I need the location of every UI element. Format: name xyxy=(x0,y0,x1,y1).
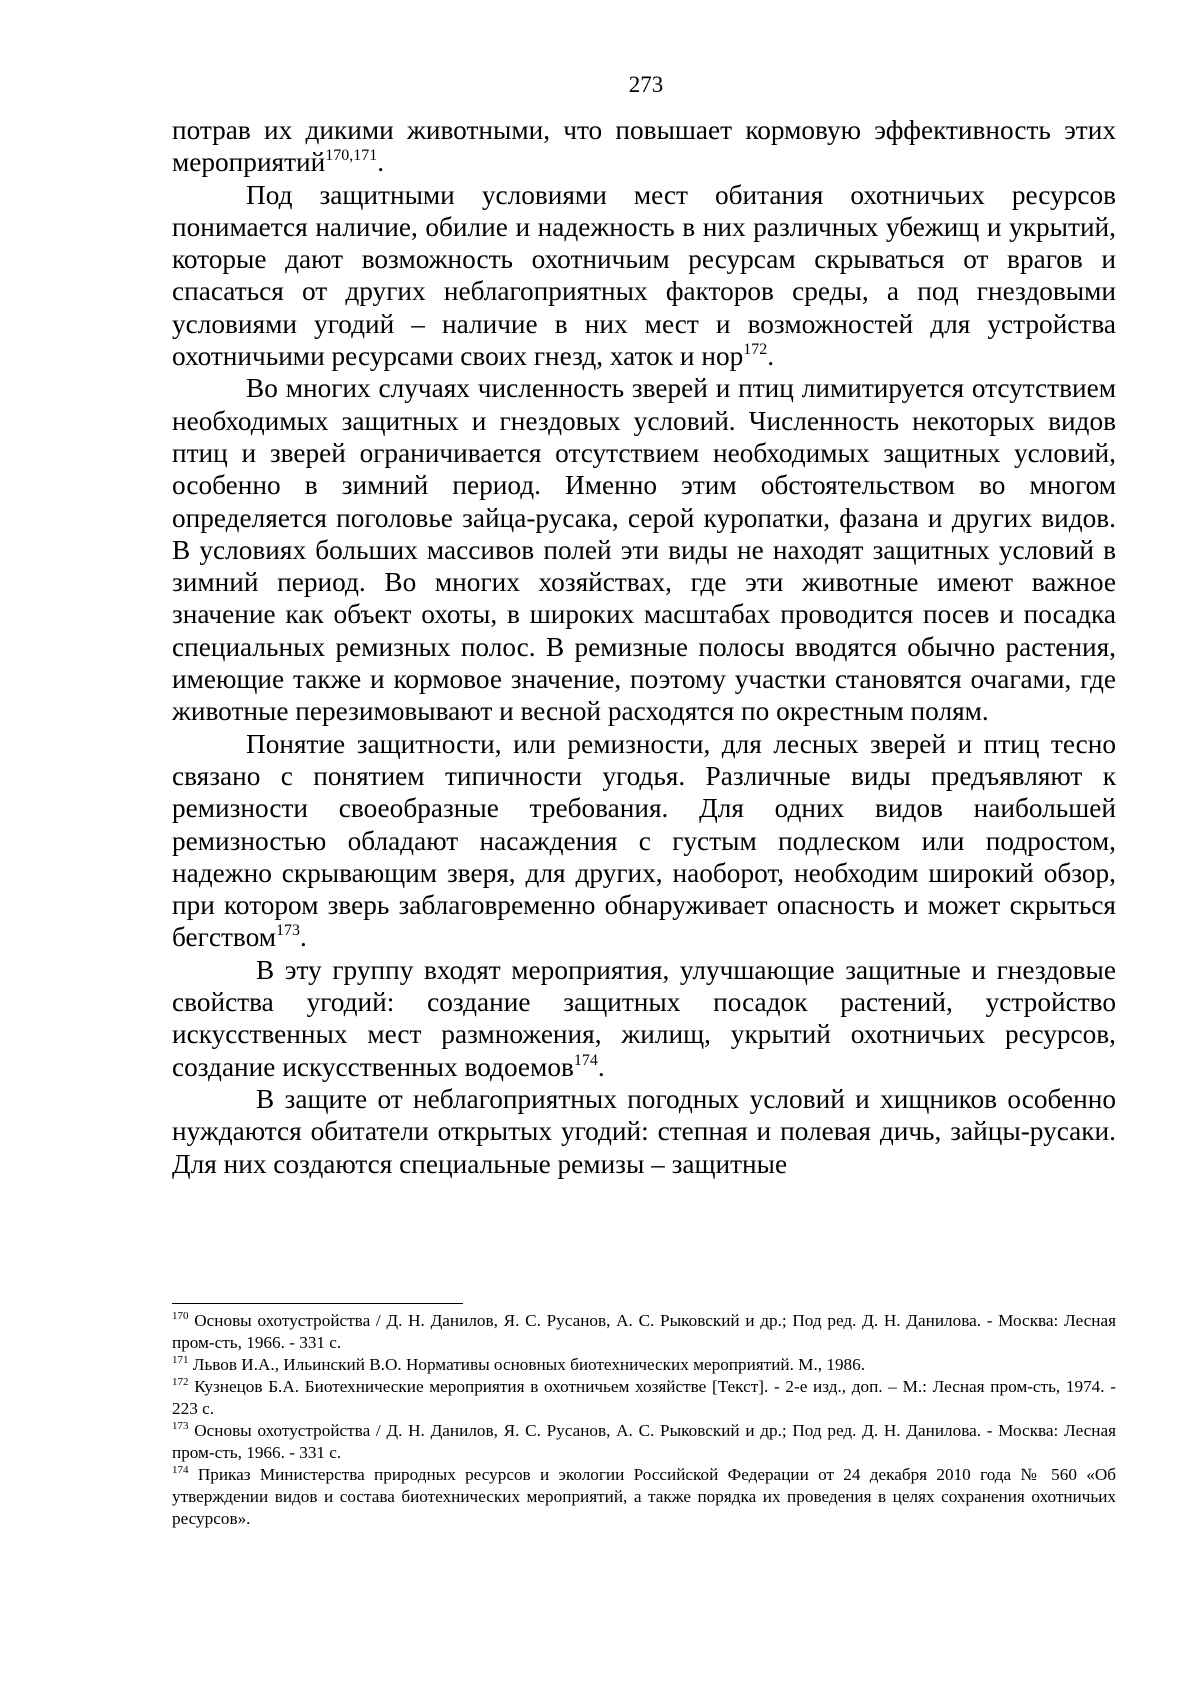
footnote-ref: 170,171 xyxy=(325,147,378,165)
footnote-ref: 173 xyxy=(276,922,300,940)
footnote-text: Львов И.А., Ильинский В.О. Нормативы основных биотехнических мероприятий. М., 1986. xyxy=(192,1355,866,1374)
paragraph-open-lands xyxy=(172,1083,1116,1180)
footnote-174 xyxy=(172,1464,1116,1530)
body-text xyxy=(172,114,1116,1180)
paragraph-text: В защите от неблагоприятных погодных условий и хищников особенно нуждаются обитатели открытых угодий: степная и полевая дичь, зайцы-русаки. Для них создаются специальные ремизы – защитные xyxy=(172,1083,1116,1179)
footnote-172 xyxy=(172,1376,1116,1420)
paragraph-continuation xyxy=(172,114,1116,179)
footnote-number: 170 xyxy=(172,1310,189,1322)
paragraph-protective-conditions xyxy=(172,179,1116,373)
page-number: 273 xyxy=(628,72,664,97)
footnote-ref: 172 xyxy=(743,341,768,359)
paragraph-text: Во многих случаях численность зверей и птиц лимитируется отсутствием необходимых защитных и гнездовых условий. Численность некоторых видов птиц и зверей ограничивается отсутствием необходимых защитных условий, особенно в зимний период. Именно этим обстоятельством во многом определяется поголовье зайца-русака, серой куропатки, фазана и других видов. В условиях больших массивов полей эти виды не находят защитных условий в зимний период. Во многих хозяйствах, где эти животные имеют важное значение как объект охоты, в широких масштабах проводится посев и посадка специальных ремизных полос. В ремизные полосы вводятся обычно растения, имеющие также и кормовое значение, поэтому участки становятся очагами, где животные перезимовывают и весной расходятся по окрестным полям. xyxy=(172,373,1116,727)
footnote-number: 174 xyxy=(172,1464,189,1476)
footnote-173 xyxy=(172,1420,1116,1464)
footnote-text: Кузнецов Б.А. Биотехнические мероприятия в охотничьем хозяйстве [Текст]. - 2-е изд., доп. – М.: Лесная пром-сть, 1974. - 223 с. xyxy=(172,1377,1116,1418)
footnote-ref: 174 xyxy=(573,1051,598,1069)
paragraph-text: Понятие защитности, или ремизности, для лесных зверей и птиц тесно связано с понятием типичности угодья. Различные виды предъявляют к ремизности своеобразные требования. Для одних видов наибольшей ремизностью обладают насаждения с густым подлеском или подростом, надежно скрывающим зверя, для других, наоборот, необходим широкий обзор, при котором зверь заблаговременно обнаруживает опасность и может скрыться бегством xyxy=(172,728,1116,953)
paragraph-tail: . xyxy=(300,922,307,953)
paragraph-population-limits xyxy=(172,372,1116,727)
footnote-text: Основы охотустройства / Д. Н. Данилов, Я. С. Русанов, А. С. Рыковский и др.; Под ред. Д. Н. Данилова. - Москва: Лесная пром-сть, 1966. - 331 с. xyxy=(172,1311,1117,1352)
footnote-text: Приказ Министерства природных ресурсов и экологии Российской Федерации от 24 декабря 2010 года № 560 «Об утверждении видов и состава биотехнических мероприятий, а также порядка их проведения в целях сохранения охотничьих ресурсов». xyxy=(172,1465,1116,1528)
footnote-separator xyxy=(172,1303,463,1304)
paragraph-text: Под защитными условиями мест обитания охотничьих ресурсов понимается наличие, обилие и надежность в них различных убежищ и укрытий, которые дают возможность охотничьим ресурсам скрываться от врагов и спасаться от других неблагоприятных факторов среды, а под гнездовыми условиями угодий – наличие в них мест и возможностей для устройства охотничьими ресурсами своих гнезд, хаток и нор xyxy=(172,179,1116,372)
footnotes xyxy=(172,1310,1116,1530)
paragraph-tail: . xyxy=(597,1051,605,1082)
paragraph-remiz-concept xyxy=(172,728,1116,954)
paragraph-text: потрав их дикими животными, что повышает кормовую эффективность этих мероприятий xyxy=(172,115,1116,178)
footnote-170 xyxy=(172,1310,1116,1354)
paragraph-tail: . xyxy=(767,341,775,372)
paragraph-text: В эту группу входят мероприятия, улучшающие защитные и гнездовые свойства угодий: создание защитных посадок растений, устройство искусственных мест размножения, жилищ, укрытий охотничьих ресурсов, создание искусственных водоемов xyxy=(172,954,1116,1082)
paragraph-tail: . xyxy=(377,147,385,178)
footnote-171 xyxy=(172,1354,1116,1376)
paragraph-measures-group xyxy=(172,954,1116,1083)
footnote-number: 171 xyxy=(172,1354,189,1366)
footnote-text: Основы охотустройства / Д. Н. Данилов, Я. С. Русанов, А. С. Рыковский и др.; Под ред. Д. Н. Данилова. - Москва: Лесная пром-сть, 1966. - 331 с. xyxy=(172,1421,1117,1462)
footnote-number: 173 xyxy=(172,1420,189,1432)
footnote-number: 172 xyxy=(172,1376,189,1388)
